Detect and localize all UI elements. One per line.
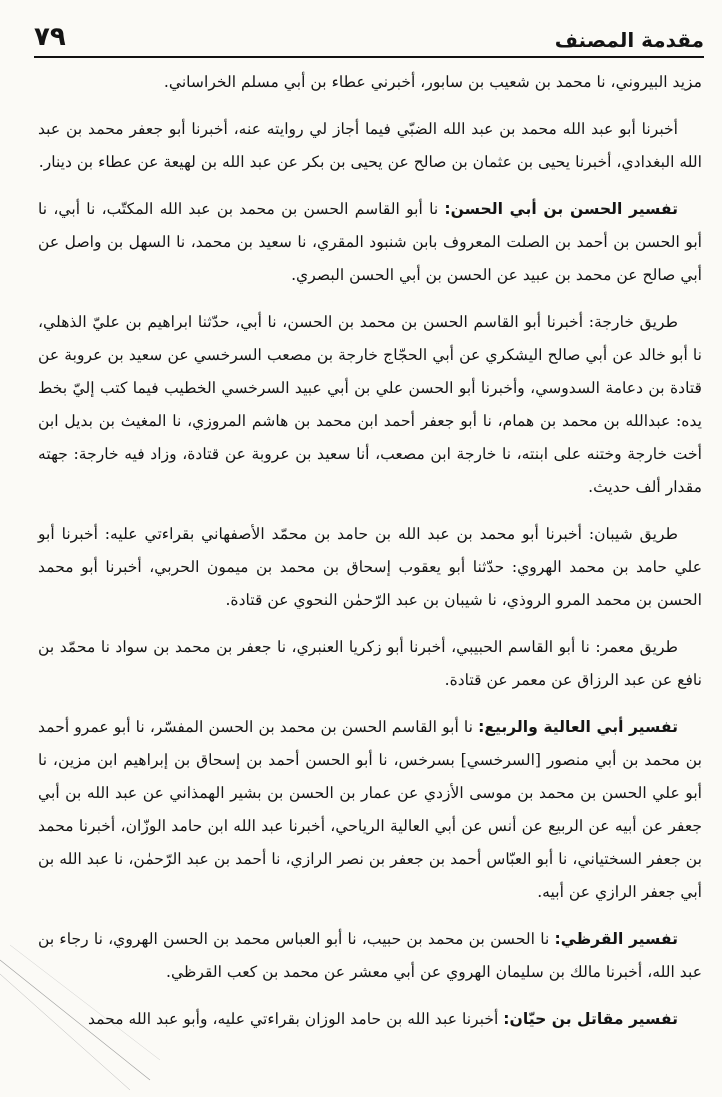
- paragraph: [38, 113, 702, 179]
- paragraph-text: أخبرنا عبد الله بن حامد الوزان بقراءتي عليه، وأبو عبد الله محمد: [87, 1010, 504, 1028]
- running-title: مقدمة المصنف: [554, 28, 704, 52]
- paragraph-text: نا الحسن بن محمد بن حبيب، نا أبو العباس محمد بن الحسن الهروي، نا رجاء بن عبد الله، أخبرنا مالك بن سليمان الهروي عن أبي معشر عن محمد بن كعب القرظي.: [38, 930, 702, 981]
- paragraph: [38, 1003, 702, 1036]
- paragraph-text: نا أبو القاسم الحسن بن محمد بن الحسن المفسّر، نا أبو عمرو أحمد بن محمد بن أبي منصور [السرخسي] بسرخس، نا أبو الحسن أحمد بن إسحاق بن إبراهيم ابن مزين، نا أبو علي الحسن بن محمد بن موسى الأزدي عن عمار بن الحسن بن بشير الهمذاني عن عبد الله بن أبي جعفر عن أبيه عن الربيع عن أنس عن أبي العالية الرياحي، أخبرنا عبد الله ابن حامد الوزّان، أخبرنا محمد بن جعفر السختياني، نا أبو العبّاس أحمد بن جعفر بن نصر الرازي، نا أحمد بن عبد الرّحمٰن، نا عبد الله بن أبي جعفر الرازي عن أبيه.: [38, 718, 702, 901]
- paragraph-text: طريق خارجة: أخبرنا أبو القاسم الحسن بن محمد بن الحسن، نا أبي، حدّثنا ابراهيم بن عليّ الذهلي، نا أبو خالد عن أبي صالح اليشكري عن أبي الحجّاج خارجة بن مصعب السرخسي عن سعيد بن عروبة عن قتادة بن دعامة السدوسي، وأخبرنا أبو الحسن علي بن أبي عبيد السرخسي الخطيب فيما كتب إليّ بخط يده: عبدالله بن محمد بن همام، نا أبو جعفر أحمد ابن محمد بن هاشم المروزي، نا المغيث بن بديل ابن أخت خارجة وختنه على ابنته، نا خارجة ابن مصعب، أنا سعيد بن عروبة عن قتادة، وزاد فيه خارجة: جهته مقدار ألف حديث.: [38, 313, 702, 496]
- paragraph-text: طريق معمر: نا أبو القاسم الحبيبي، أخبرنا أبو زكريا العنبري، نا جعفر بن محمد بن سواد نا محمّد بن نافع عن عبد الرزاق عن معمر عن قتادة.: [38, 638, 702, 689]
- page-header: [34, 14, 704, 58]
- page-number: ٧٩: [34, 22, 66, 52]
- paragraph: [38, 306, 702, 504]
- paragraph: [38, 518, 702, 617]
- paragraph: [38, 923, 702, 989]
- paragraph-lead: تفسير القرظي:: [554, 930, 678, 948]
- paragraph: [38, 711, 702, 909]
- paragraph: [38, 193, 702, 292]
- paragraph-lead: تفسير أبي العالية والربيع:: [478, 718, 678, 736]
- page-body: [38, 66, 702, 1050]
- paragraph-text: نا أبو القاسم الحسن بن محمد بن عبد الله المكتّب، نا أبي، نا أبو الحسن بن أحمد بن الصلت المعروف بابن شنبود المقري، نا سعيد بن محمد، نا السهل بن واصل عن أبي صالح عن محمد بن عبيد عن الحسن بن أبي الحسن البصري.: [38, 200, 702, 284]
- paragraph-lead: تفسير الحسن بن أبي الحسن:: [444, 200, 679, 218]
- paragraph-lead: تفسير مقاتل بن حيّان:: [503, 1010, 678, 1028]
- paragraph-text: أخبرنا أبو عبد الله محمد بن عبد الله الضبّي فيما أجاز لي روايته عنه، أخبرنا أبو جعفر محمد بن عبد الله البغدادي، أخبرنا يحيى بن عثمان بن صالح عن يحيى بن بكر عن عبد الله بن لهيعة عن عطاء بن دينار.: [38, 120, 702, 171]
- paragraph: [38, 66, 702, 99]
- paragraph-text: طريق شيبان: أخبرنا أبو محمد بن عبد الله بن حامد بن محمّد الأصفهاني بقراءتي عليه: أخبرنا أبو علي حامد بن محمد الهروي: حدّثنا أبو يعقوب إسحاق بن محمد بن ميمون الحربي، أخبرنا أبو محمد الحسن بن محمد المرو الروذي، نا شيبان بن عبد الرّحمٰن النحوي عن قتادة.: [38, 525, 702, 609]
- paragraph-text: مزيد البيروني، نا محمد بن شعيب بن سابور، أخبرني عطاء بن أبي مسلم الخراساني.: [163, 73, 702, 91]
- paragraph: [38, 631, 702, 697]
